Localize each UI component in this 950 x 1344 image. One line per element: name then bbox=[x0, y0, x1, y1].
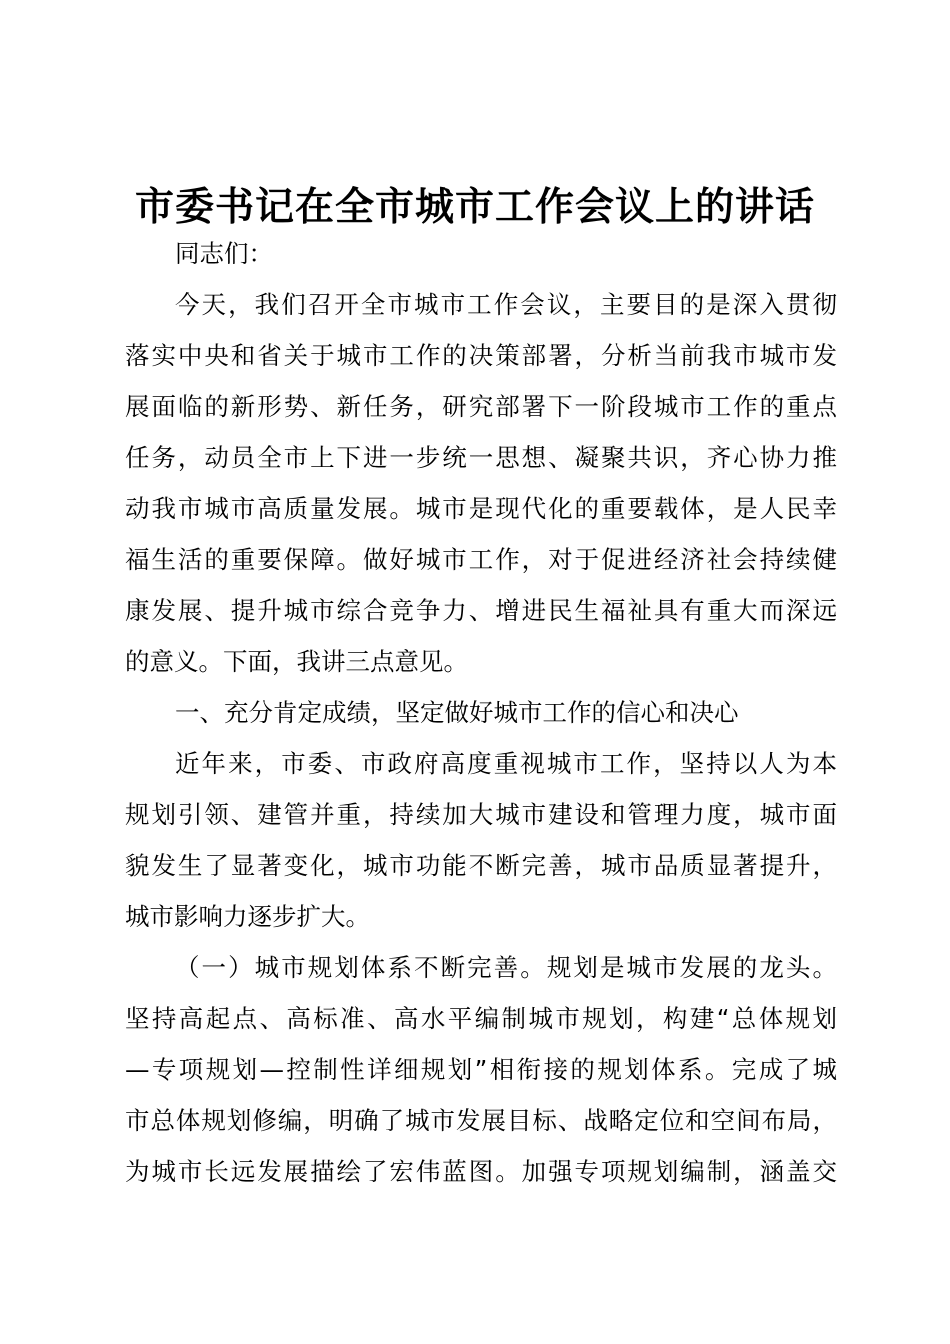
text-line: 展面临的新形势、新任务，研究部署下一阶段城市工作的重点 bbox=[125, 392, 837, 421]
text-line: 坚持高起点、高标准、高水平编制城市规划，构建“总体规划 bbox=[125, 1004, 837, 1033]
document-body bbox=[125, 228, 837, 1197]
text-line: 近年来，市委、市政府高度重视城市工作，坚持以人为本 bbox=[175, 749, 837, 778]
text-line: 动我市城市高质量发展。城市是现代化的重要载体，是人民幸 bbox=[125, 494, 837, 523]
document-title: 市委书记在全市城市工作会议上的讲话 bbox=[134, 185, 815, 230]
text-line: 规划引领、建管并重，持续加大城市建设和管理力度，城市面 bbox=[125, 800, 837, 829]
text-line: 落实中央和省关于城市工作的决策部署，分析当前我市城市发 bbox=[125, 341, 837, 370]
text-line: 今天，我们召开全市城市工作会议，主要目的是深入贯彻 bbox=[175, 290, 837, 319]
text-line: （一）城市规划体系不断完善。规划是城市发展的龙头。 bbox=[175, 953, 837, 982]
text-line: 的意义。下面，我讲三点意见。 bbox=[125, 647, 468, 676]
text-line: 一、充分肯定成绩，坚定做好城市工作的信心和决心 bbox=[175, 698, 739, 727]
text-line: 康发展、提升城市综合竞争力、增进民生福祉具有重大而深远 bbox=[125, 596, 837, 625]
text-line: —专项规划—控制性详细规划”相衔接的规划体系。完成了城 bbox=[125, 1055, 837, 1084]
text-line: 任务，动员全市上下进一步统一思想、凝聚共识，齐心协力推 bbox=[125, 443, 837, 472]
text-line: 貌发生了显著变化，城市功能不断完善，城市品质显著提升， bbox=[125, 851, 837, 880]
text-line: 为城市长远发展描绘了宏伟蓝图。加强专项规划编制，涵盖交 bbox=[125, 1157, 837, 1186]
text-line: 城市影响力逐步扩大。 bbox=[125, 902, 370, 931]
text-line: 市总体规划修编，明确了城市发展目标、战略定位和空间布局， bbox=[125, 1106, 837, 1135]
text-line: 同志们： bbox=[175, 239, 273, 268]
text-line: 福生活的重要保障。做好城市工作，对于促进经济社会持续健 bbox=[125, 545, 837, 574]
